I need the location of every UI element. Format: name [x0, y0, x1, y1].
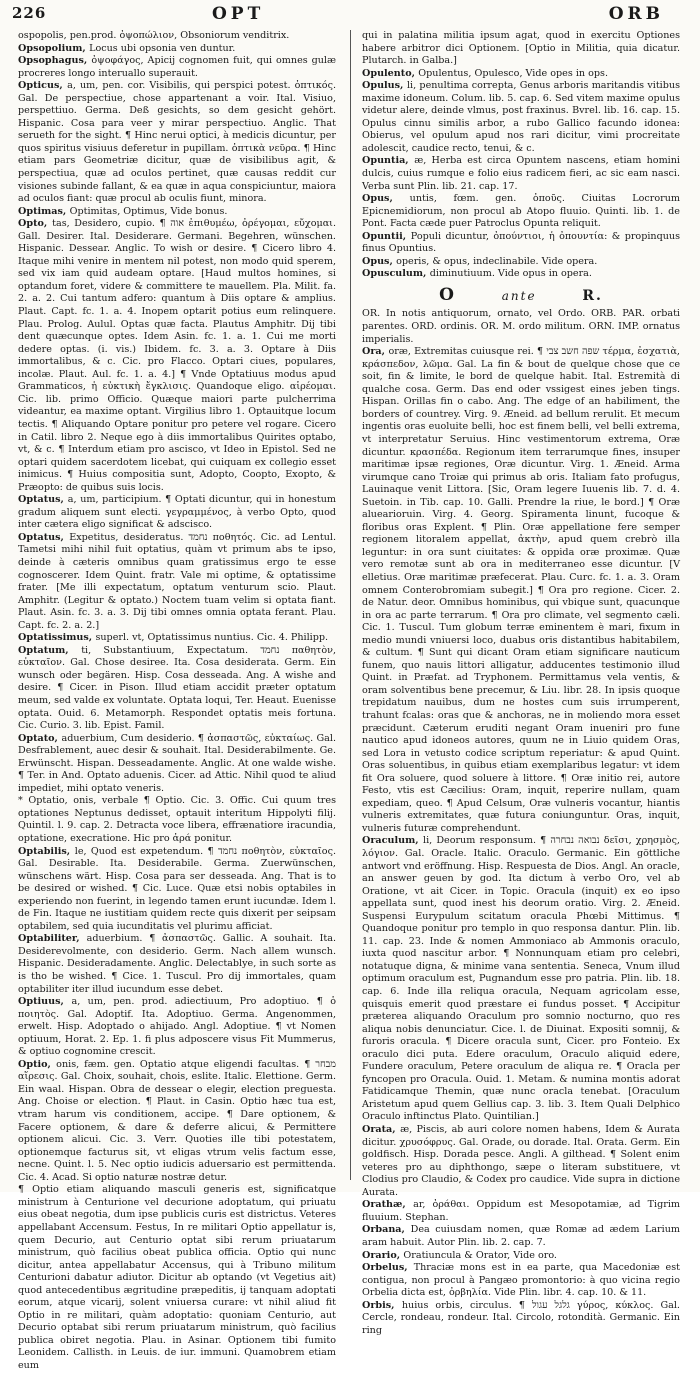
entry-headword: Opsophagus, — [18, 55, 92, 67]
entry-headword: Orario, — [362, 1249, 404, 1261]
dictionary-entry — [362, 155, 680, 193]
dictionary-entry — [362, 268, 680, 281]
entry-text: ¶ Optio etiam aliquando masculi generis est, significatque ministrum à Centurione vel decurione adoptatum, qui priuatu eius obeat negotia, dum ipse publicis curis est districtus. Veteres appellabant Accensum. Festus, In re militari Optio appellatur is, quem Decurio, aut Centurio optat sibi rerum priuatarum ministrum, quò facilius obeat publica officia. Optio qui nunc dicitur, antea appellabatur Accensus, qui à Tribuno militum Centurioni dabatur adiutor. Dicitur ab optando (vt Vegetius ait) quod antecedentibus ægritudine præpeditis, ij tanquam adoptati eorum, atque vicarij, solent vniuersa curare: vt nihil aliud fit Optio in re militari, quàm adoptatio: quoniam Centurio, aut Decurio optabat sibi rerum priuatarum ministrum, quò facilius publica obiret negotia. Plau. in Asinar. Optionem tibi fumito Leonidem. Callisth. in Leuis. de iur. immuni. Quamobrem etiam eum — [18, 1184, 336, 1371]
entry-text: untis, fœm. gen. ὀποῦς. Ciuitas Locrorum Epicnemidiorum, non procul ab Atopo fluuio. Quinti. lib. 1. de Pont. Facta cæde puer Patroclus Opunta reliquit. — [362, 193, 681, 230]
entry-text: Populi dicuntur, ὀπούντιοι, ἡ ὀπουντία: & propinquus finus Opuntius. — [362, 230, 681, 255]
section-heading — [362, 284, 680, 305]
right-column-bottom-entries — [362, 308, 680, 1337]
entry-text: a, um, pen. cor. Visibilis, qui perspici potest. ὀπτικός. Gal. De perspectiue, chose appartenant a voir. Ital. Visiuo, perspettiuo. Germa. Deß gesichts, so dem gesicht gehört. Hispanic. Cosa para veer y mirar perspectiuo. Anglic. That serueth for the sight. ¶ Hinc nerui optici, à medicis dicuntur, per quos spiritus visiuus deferetur in pupillam. ὀπτικὰ νεῦρα. ¶ Hinc etiam pars Geometriæ dicitur, quæ de visibilibus agit, & perspectiua, quæ ad oculos pertinet, quæ causas reddit cur visiones subinde fallant, & ea quæ in aqua conspiciuntur, maiora ad oculos fiant: quæ procul ab oculis fiunt, minora. — [18, 80, 336, 205]
entry-text: Thraciæ mons est in ea parte, qua Macedoniæ est contigua, non procul à Pangæo promontorio: à quo vicina regio Orbelia dicta est, ὀρβηλία. Vide Plin. libr. 4. cap. 10. & 11. — [362, 1262, 680, 1299]
dictionary-entry — [18, 218, 336, 494]
dictionary-entry — [18, 532, 336, 632]
entry-headword: Opsopolium, — [18, 42, 90, 54]
page-number: 226 — [12, 4, 47, 22]
dictionary-entry — [18, 43, 336, 56]
dictionary-entry — [18, 494, 336, 532]
left-guide-word: OPT — [212, 4, 265, 24]
entry-headword: Orbis, — [362, 1299, 402, 1311]
dictionary-entry — [18, 80, 336, 205]
dictionary-entry — [18, 846, 336, 934]
dictionary-entry — [18, 632, 336, 645]
dictionary-entry — [362, 193, 680, 231]
dictionary-entry — [18, 30, 336, 43]
entry-headword: Opulento, — [362, 67, 419, 79]
dictionary-entry — [18, 1184, 336, 1372]
entry-text: a, um, participium. ¶ Optati dicuntur, qui in honestum gradum aliquem sunt electi. γεγραμμένος, à verbo Opto, quod inter cætera eligo significat & adscisco. — [18, 494, 336, 531]
dictionary-entry — [362, 1199, 680, 1224]
entry-headword: Optimas, — [18, 205, 70, 217]
entry-headword: Optatissimus, — [18, 632, 96, 644]
entry-text: Dea cuiusdam nomen, quæ Romæ ad ædem Larium aram habuit. Autor Plin. lib. 2. cap. 7. — [362, 1224, 680, 1248]
entry-text: ospopolis, pen.prod. ὀψοπώλιον, Obsoniorum venditrix. — [18, 30, 290, 41]
entry-headword: Opus, — [362, 255, 397, 267]
dictionary-entry — [362, 80, 680, 155]
entry-text: operis, & opus, indeclinabile. Vide opera. — [396, 255, 598, 267]
entry-text: aduerbium. ¶ ἀσπαστῶς. Gallic. A souhait. Ita. Desiderevolmente, con desiderio. Germ. Nach allem wunsch. Hispanic. Desideradamente. Anglic. Delectablye, in such sorte as is tho be wished. ¶ Cice. 1. Tuscul. Pro dij immortales, quam optabiliter iter illud iucundum esse debet. — [18, 933, 336, 995]
dictionary-entry — [362, 308, 680, 346]
dictionary-entry — [18, 733, 336, 796]
entry-text: Oratiuncula & Orator, Vide oro. — [403, 1249, 557, 1261]
dictionary-entry — [18, 996, 336, 1059]
dictionary-entry — [362, 1224, 680, 1249]
entry-text: onis, fæm. gen. Optatio atque eligendi facultas. ¶ מבחר αἵρεσις. Gal. Choix, souhait, chois, eslite. Italic. Elettione. Germ. Ein waal. Hispan. Obra de dessear o elegir, election preguesta. Ang. Choise or election. ¶ Plaut. in Casin. Optio hæc tua est, vtram harum vis conditionem, accipe. ¶ Dare optionem, & Facere optionem, & dare & deferre alicui, & Permittere optionem alicui. Cic. 3. Verr. Quoties ille tibi potestatem, optionemque facturus sit, vt eligas vtrum velis factum esse, necne. Quint. l. 5. Nec optio iudicis aduersario est permittenda. Cic. 4. Acad. Si optio naturæ nostræ detur. — [18, 1058, 336, 1183]
entry-text: a, um, pen. prod. adiectiuum, Pro adoptiuo. ¶ ὁ ποιητὸς. Gal. Adoptif. Ita. Adoptiuo. Germa. Angenommen, erwelt. Hisp. Adoptado o ahijado. Angl. Adoptiue. ¶ vt Nomen optiuum, Horat. 2. Ep. 1. fi plus adposcere visus Fit Mummerus, & optiuo cognomine crescit. — [18, 996, 336, 1058]
entry-headword: Opuntii, — [362, 230, 411, 242]
entry-text: li, penultima correpta, Genus arboris maritandis vitibus maxime idoneum. Colum. lib. 5. cap. 6. Sed vitem maxime opulus videtur alere, deinde vlmus, post fraxinus. Bvrel. lib. 16. cap. 15. Opulus cinnu similis arbor, a rubo Gallico facundo idonea: Obierus, vel opulum apud nos rari dicitur, vimi procreitate adolescit, caudice recto, tenui, & c. — [362, 80, 681, 154]
entry-text: superl. vt, Optatissimus nuntius. Cic. 4. Philipp. — [95, 632, 329, 644]
dictionary-entry — [362, 231, 680, 256]
entry-headword: Optatus, — [18, 531, 70, 543]
section-word: ante — [501, 288, 537, 303]
entry-text: li, Deorum responsum. ¶ נבואה נבחרה δεῖσι, χρησμὸς, λόγιον. Gal. Oracle. Italic. Oraculo. Germanic. Ein göttliche antwort vnd eröffnung. Hisp. Respuesta de Dios. Angl. An oracle, an answer geuen by god. Ita dictum à verbo Oro, vel ab Oratione, vt ait Cicer. in Topic. Oracula (inquit) ex eo ipso appellata sunt, quod inest his deorum oratio. Virg. 2. Æneid. Suspensi Eurypulum scitatum oracula Phœbi Mittimus. ¶ Quandoque ponitur pro templo in quo responsa dantur. Plin. lib. 11. cap. 23. Inde & nomen Ammoniaco ab Ammonis oraculo, iuxta quod nascitur arbor. ¶ Nonnunquam etiam pro celebri, notatuque digna, & minime vana sententia. Seneca, Vnum illud optimum oraculum est, Pugnandum esse pro patria. Plin. lib. 18. cap. 6. Inde illa reliqua oracula, Nequam agricolam esse, quisquis emerit quod præstare ei fundus posset. ¶ Accipitur præterea aliquando Oraculum pro somnio nocturno, quo res aliqua nobis denunciatur. Cice. l. de Diuinat. Expositi somnij, & furoris oracula. ¶ Dicere oracula sunt, Cicer. pro Fonteio. Ex oraculo dici puta. Edere oraculum, Oraculo aliquid edere, Fundere oraculum, Petere oraculum de aliqua re. ¶ Oracla per fyncopen pro Oracula. Ouid. 1. Metam. & numina montis adorat Fatidicamque Themin, quæ nunc oracla tenebat. [Oraculum Aristetum apud quem Gellius cap. 3. lib. 3. Item Quali Delphico Oraculo inftinctus Plato. Quintilian.] — [362, 835, 680, 1123]
entry-text: æ, Herba est circa Opuntem nascens, etiam homini dulcis, cuius rumque e folio eius radicem fieri, ac sic eam nasci. Verba sunt Plin. lib. 21. cap. 17. — [362, 155, 680, 192]
section-letter: O — [439, 284, 456, 305]
right-column — [362, 30, 681, 1336]
entry-headword: Optiuus, — [18, 996, 72, 1008]
dictionary-entry — [362, 1300, 680, 1338]
running-header — [12, 4, 688, 30]
entry-headword: Oraculum, — [362, 835, 423, 847]
dictionary-entry — [362, 68, 680, 81]
entry-text: æ, Piscis, ab auri colore nomen habens, Idem & Aurata dicitur. χρυσόφρυς. Gal. Orade, ou dorade. Ital. Orata. Germ. Ein goldfisch. Hisp. Dorada pesce. Angli. A gilthead. ¶ Solent enim veteres pro au diphthongo, sæpe o literam substituere, vt Clodius pro Claudio, & Codex pro caudice. Vide supra in dictione Aurata. — [362, 1124, 680, 1198]
entry-text: * Optatio, onis, verbale ¶ Optio. Cic. 3. Offic. Cui quum tres optationes Neptunus dedisset, optauit interitum Hippolyti filij. Quintil. l. 9. cap. 2. Detracta voce libera, effrænatiore iracundia, optatione, execratione. Hic pro ἀρά ponitur. — [18, 795, 336, 844]
entry-text: qui in palatina militia ipsum agat, quod in exercitu Optiones habere arbitror dici Optionem. [Optio in Militia, quia dicatur. Plutarch. in Galba.] — [362, 30, 680, 67]
entry-text: Expetitus, desideratus. נחמד ποθητός. Cic. ad Lentul. Tametsi mihi nihil fuit optatius, quàm vt primum abs te ipso, deinde à cæteris omnibus quam gratissimus ergo te esse cognoscerer. Idem Quint. fratr. Vale mi optime, & optatissime frater. [Me illi expectatum, optatum venturum scio. Plaut. Amphitr. (Legitur & optato.) Noctem tuam velim si optata fiant. Plaut. Asin. fc. 3. a. 3. Dij tibi omnes omnia optata ferant. Plau. Capt. fc. 2. a. 2.] — [18, 531, 336, 631]
section-letter-2: R. — [582, 287, 603, 304]
dictionary-entry — [362, 346, 680, 835]
entry-headword: Optato, — [18, 732, 62, 744]
entry-headword: Optabiliter, — [18, 933, 87, 945]
entry-text: Optimitas, Optimus, Vide bonus. — [69, 205, 228, 217]
text-columns — [18, 30, 684, 1371]
entry-headword: Ora, — [362, 346, 389, 358]
entry-headword: Optio, — [18, 1058, 57, 1070]
entry-text: ὀψοφάγος, Apicij cognomen fuit, qui omnes gulæ procreres longo interuallo superauit. — [18, 55, 337, 79]
entry-headword: Orata, — [362, 1124, 401, 1136]
dictionary-entry — [18, 206, 336, 219]
dictionary-entry — [18, 55, 336, 80]
entry-headword: Orathæ, — [362, 1199, 414, 1211]
dictionary-entry — [362, 835, 680, 1124]
entry-headword: Opus, — [362, 193, 410, 205]
entry-headword: Optabilis, — [18, 845, 75, 857]
entry-headword: Opto, — [18, 218, 53, 230]
dictionary-entry — [18, 645, 336, 733]
dictionary-entry — [362, 30, 680, 68]
entry-text: aduerbium, Cum desiderio. ¶ ἀσπαστῶς, εὐκταίως. Gal. Desfrablement, auec desir & souhait. Ital. Desiderabilmente. Ge. Erwünscht. Hispan. Desseadamente. Anglic. At one walde wishe. ¶ Ter. in And. Optato aduenis. Cicer. ad Attic. Nihil quod te aliud impediet, mihi optato veneris. — [18, 732, 336, 794]
entry-text: oræ, Extremitas cuiusque rei. ¶ שפה חשב צבי τέρμα, ἐσχατιὰ, κράσπεδον, λῶμα. Gal. La fin & bout de quelque chose que ce soit, fin & limite, le bord de quelque habit. Ital. Estremità di qualche cosa. Germ. Das end oder vssigest eines jeben tings. Hispan. Orillas fin o cabo. Ang. The edge of an habiliment, the borders of countrey. Virg. 9. Æneid. ad bellum rerulit. Et mecum ingentis oras euoluite belli, hoc est finem belli, vel belli extrema, vt interpretatur Seruius. Hinc vestimentorum extrema, Oræ dicuntur. κρασπέδα. Regionum item terrarumque fines, insuper maritimæ ipsæ regiones, Oræ dicuntur. Virg. 1. Æneid. Arma virumque cano Troiæ qui primus ab oris. Italiam fato profugus, Lauinaque venit Littora. [Sic, Oram legere Iuuenis lib. 7. d. 4. Suetoin. in Tib. cap. 10. Galli. Prendre la riue, le bord.] ¶ Oræ aluearioruin. Virg. 4. Georg. Spiramenta linunt, fucoque & floribus oras Explent. ¶ Plin. Oræ appellatione fere semper regionem litoralem appellat, ἀκτὴν, apud quem crebrò illa leguntur: in ora sunt ciuitates: & oppida oræ proximæ. Quæ vero remotæ sunt ab ora in mediterraneo esse dicuntur. [V elletius. Oræ maritimæ præfecerat. Plau. Curc. fc. 1. a. 3. Oram omnem Conterobromiam subegit.] ¶ Ora pro regione. Cicer. 2. de Natur. deor. Omnibus hominibus, qui vbique sunt, quacunque in ora ac parte terrarum. ¶ Ora pro climate, vel segmento cæli. Cic. 1. Tuscul. Tum globum terræ eminentem è mari, fixum in medio mundi vniuersi loco, duabus oris distantibus habitabilem, & cultum. ¶ Sunt qui dicant Oram etiam significare nauticum funem, quo nauis littori alligatur, adducentes testimonio illud Quint. in Præfat. ad Tryphonem. Permittamus vela ventis, & oram solventibus bene precemur, & Liu. libr. 28. In ipsis quoque trepidatum nauibus, dum ne hostes cum suis irrumperent, trahunt fcalas: oras que & anchoras, ne in moliendo mora esset præcidunt. Cæterum eruditi negant Oram inueniri pro fune nautico apud idoneos autores, quum ne in Liuio quidem Oras, sed Lora in vetusto codice scriptum reperiatur: & apud Quint. Oras soluentibus, in quibus etiam exemplaribus legatur: vt idem fit Ora soluere, quod soluere à littore. ¶ Oræ initio rei, autore Festo, vtis est Cæcilius: Oram, inquit, reperire nullam, quam expediam, queo. ¶ Apud Celsum, Oræ vulneris vocantur, hiantis vulneris extremitates, quæ futura coniunguntur. Oras, inquit, vulneris futuræ comprehendunt. — [362, 346, 680, 834]
dictionary-entry — [18, 1059, 336, 1184]
entry-headword: Orbelus, — [362, 1262, 414, 1274]
entry-text: le, Quod est expetendum. ¶ נחמד ποθητὸν, εὐκταῖος. Gal. Desirable. Ita. Desiderabile. Germa. Zuerwünschen, wünschens wärt. Hisp. Cosa para ser desseada. Ang. That is to be desired or wished. ¶ Cic. Luce. Quæ etsi nobis optabiles in experiendo non fuerint, in legendo tamen erunt iucundæ. Idem l. de Fin. Itaque ne iustitiam quidem recte quis dixerit per seipsam optabilem, sed quia iucunditatis vel plurimu afficiat. — [18, 845, 336, 932]
dictionary-entry — [362, 1250, 680, 1263]
entry-text: ti, Substantiuum, Expectatum. נחמד παθητὸν, εὐκταῖον. Gal. Chose desiree. Ita. Cosa desiderata. Germ. Ein wunsch oder begären. Hisp. Cosa desseada. Ang. A wishe and desire. ¶ Cicer. in Pison. Illud etiam accidit præter optatum meum, sed valde ex voluntate. Optata loqui, Ter. Heaut. Euenisse optata. Ouid. 6. Metamorph. Respondet optatis meis fortuna. Cic. Curio. 3. lib. Epist. Famil. — [18, 644, 337, 732]
dictionary-entry — [18, 795, 336, 845]
entry-headword: Opuntia, — [362, 155, 415, 167]
entry-text: Locus ubi opsonia ven duntur. — [89, 42, 236, 54]
dictionary-entry — [18, 933, 336, 996]
entry-headword: Orbana, — [362, 1224, 411, 1236]
column-divider — [350, 30, 351, 1180]
entry-headword: Optatus, — [18, 494, 68, 506]
entry-text: diminutiuum. Vide opus in opera. — [429, 268, 592, 280]
right-guide-word: ORB — [608, 4, 664, 24]
entry-text: Opulentus, Opulesco, Vide opes in ops. — [418, 67, 609, 79]
entry-text: OR. In notis antiquorum, ornato, vel Ordo. ORB. PAR. orbati parentes. ORD. ordinis. OR. M. ordo militum. ORN. IMP. ornatus imperialis. — [362, 308, 680, 345]
entry-text: huius orbis, circulus. ¶ גלגל עגול γύρος, κύκλος. Gal. Cercle, rondeau, rondeur. Ital. Circolo, rotondità. Germanic. Ein ring — [362, 1299, 680, 1336]
dictionary-entry — [362, 1262, 680, 1300]
dictionary-entry — [362, 256, 680, 269]
entry-headword: Opticus, — [18, 80, 68, 92]
left-column — [18, 30, 337, 1371]
entry-headword: Opusculum, — [362, 268, 430, 280]
entry-headword: Optatum, — [18, 644, 82, 656]
entry-text: ar, ὀράθαι. Oppidum est Mesopotamiæ, ad Tigrim fluuium. Stephan. — [362, 1199, 680, 1223]
entry-text: tas, Desidero, cupio. ¶ אוה ἐπιθυμέω, ὀρέγομαι, εὔχομαι. Gall. Desirer. Ital. Desiderare. Germani. Begehren, wünschen. Hispanic. Dessear. Anglic. To wish or desire. ¶ Cicero libro 4. Itaque mihi venire in mentem nil potest, non modo quid sperem, sed vix iam quid audeam optare. [Haud multos homines, si optandum foret, videre & committere te mauellem. Pla. Milit. fa. 2. a. 2. Cui tantum adfero: quantum à Diis optare & amplius. Plaut. Capt. fc. 1. a. 4. Inopem optarit potius eum relinquere. Plau. Prolog. Aulul. Optas quæ facta. Plautus Amphitr. Dij tibi dent quæcunque optes. Idem Asin. fc. 1. a. 1. Cui me morti dedere optas. (i. vis.) Ibidem. fc. 3. a. 3. Optare à Diis immortalibus, & c. Cic. pro Flacco. Optari ciues, populares, incolæ. Plaut. Aul. fc. 1. a. 4.] ¶ Vnde Optatiuus modus apud Grammaticos, ἡ εὐκτικὴ ἔγκλισις. Quandoque eligo. αἱρέομαι. Cic. lib. primo Officio. Quæque maiori parte pulcherrima videantur, ea maxime optant. Virgilius libro 1. Optauitque locum tectis. ¶ Aliquando Optare ponitur pro petere vel rogare. Cicero in Catil. libro 2. Neque ego à diis immortalibus Quirites optabo, vt, & c. ¶ Interdum etiam pro ascisco, vt Ideo in Epistol. Sed ne optari quidem sacerdotem licebat, qui cuiquam ex collegio esset inimicus. ¶ Huius compositia sunt, Adopto, Coopto, Exopto, & Præopto: de quibus suis locis. — [18, 218, 336, 493]
right-column-top-entries — [362, 30, 680, 281]
dictionary-entry — [362, 1124, 680, 1199]
entry-headword: Opulus, — [362, 80, 407, 92]
